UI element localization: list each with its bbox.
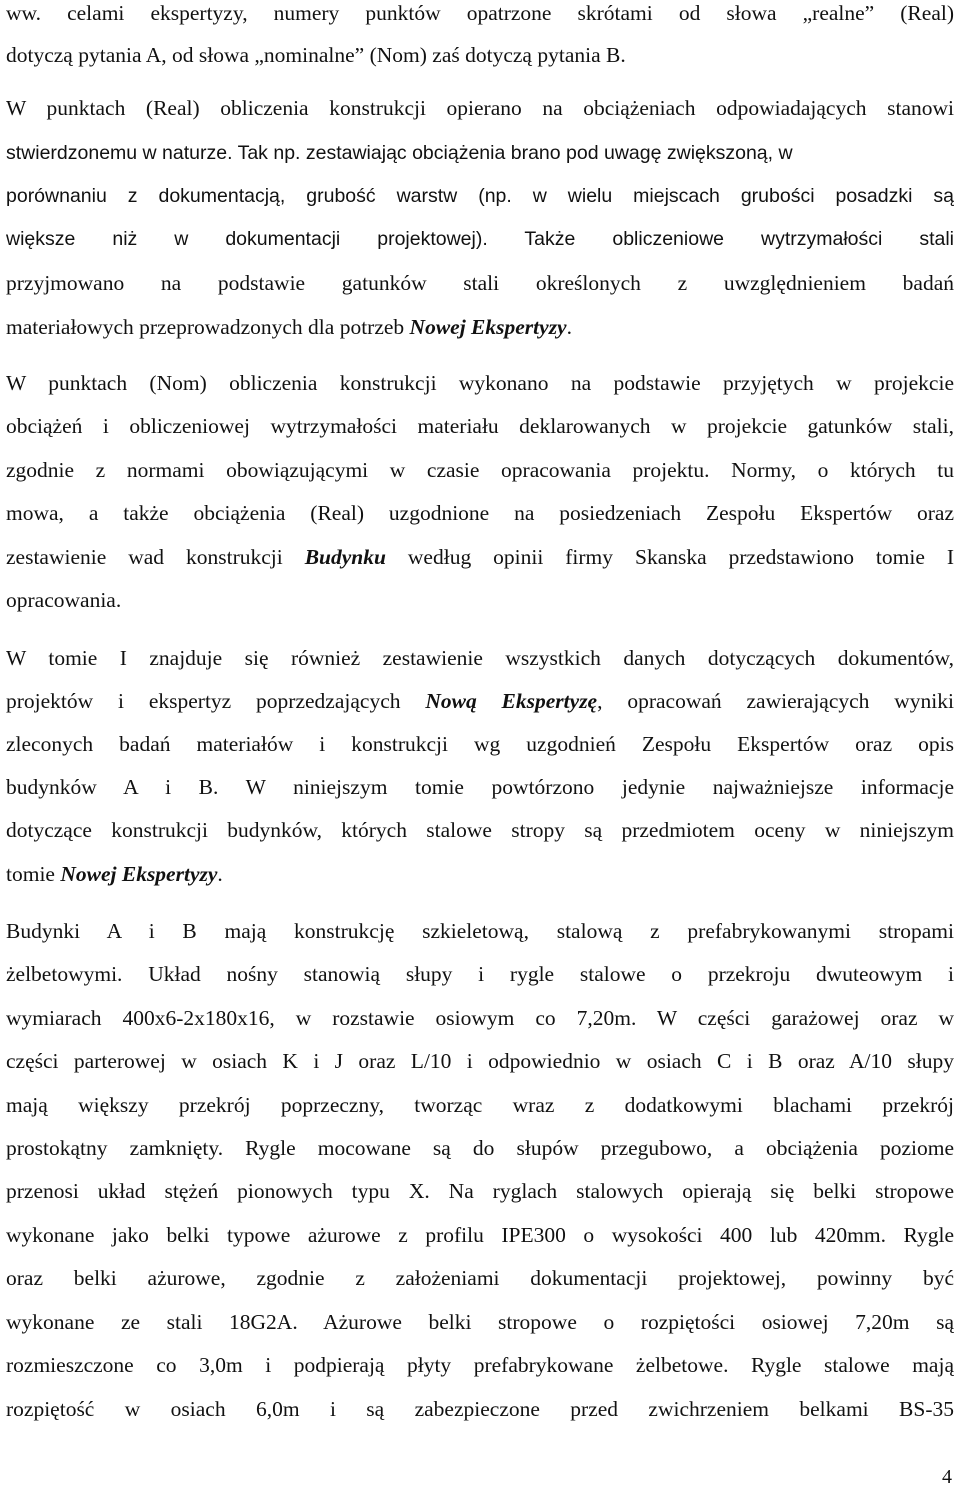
- paragraph-5-line-11: rozmieszczone co 3,0m i podpierają płyty prefabrykowane żelbetowe. Rygle stalowe mają: [6, 1353, 954, 1377]
- paragraph-3-line-1: W punktach (Nom) obliczenia konstrukcji wykonano na podstawie przyjętych w projekcie: [6, 371, 954, 395]
- emphasis-nowej-ekspertyzy-2: Nowej Ekspertyzy: [60, 862, 218, 886]
- paragraph-4-line-4: budynków A i B. W niniejszym tomie powtórzono jedynie najważniejsze informacje: [6, 775, 954, 799]
- paragraph-3-line-4: mowa, a także obciążenia (Real) uzgodnione na posiedzeniach Zespołu Ekspertów oraz: [6, 501, 954, 525]
- paragraph-5-line-1: Budynki A i B mają konstrukcję szkieletową, stalową z prefabrykowanymi stropami: [6, 919, 954, 943]
- paragraph-5-line-6: prostokątny zamknięty. Rygle mocowane są do słupów przegubowo, a obciążenia poziome: [6, 1136, 954, 1160]
- emphasis-budynku: Budynku: [304, 545, 386, 569]
- paragraph-2-line-6: materiałowych przeprowadzonych dla potrzeb Nowej Ekspertyzy.: [6, 315, 572, 339]
- paragraph-5-line-8: wykonane jako belki typowe ażurowe z profilu IPE300 o wysokości 400 lub 420mm. Rygle: [6, 1223, 954, 1247]
- paragraph-3-line-3: zgodnie z normami obowiązującymi w czasie opracowania projektu. Normy, o których tu: [6, 458, 954, 482]
- paragraph-4-line-6: tomie Nowej Ekspertyzy.: [6, 862, 223, 886]
- paragraph-4-line-3: zleconych badań materiałów i konstrukcji wg uzgodnień Zespołu Ekspertów oraz opis: [6, 732, 954, 756]
- paragraph-2-line-4: większe niż w dokumentacji projektowej). Także obliczeniowe wytrzymałości stali: [6, 228, 954, 250]
- emphasis-nowej-ekspertyzy: Nowej Ekspertyzy: [409, 315, 567, 339]
- paragraph-2-line-5: przyjmowano na podstawie gatunków stali określonych z uwzględnieniem badań: [6, 271, 954, 295]
- paragraph-5-line-2: żelbetowymi. Układ nośny stanowią słupy i rygle stalowe o przekroju dwuteowym i: [6, 962, 954, 986]
- paragraph-4-line-1: W tomie I znajduje się również zestawienie wszystkich danych dotyczących dokumentów,: [6, 646, 954, 670]
- paragraph-5-line-5: mają większy przekrój poprzeczny, tworząc wraz z dodatkowymi blachami przekrój: [6, 1093, 954, 1117]
- paragraph-1-line-2: dotyczą pytania A, od słowa „nominalne” (Nom) zaś dotyczą pytania B.: [6, 43, 626, 67]
- paragraph-2-line-1: W punktach (Real) obliczenia konstrukcji opierano na obciążeniach odpowiadających stanowi: [6, 96, 954, 120]
- paragraph-2-line-2: stwierdzonemu w naturze. Tak np. zestawiając obciążenia brano pod uwagę zwiększoną, w: [6, 142, 793, 164]
- paragraph-4-line-2: projektów i ekspertyz poprzedzających Nową Ekspertyzę, opracowań zawierających wyniki: [6, 689, 954, 713]
- paragraph-3-line-2: obciążeń i obliczeniowej wytrzymałości materiału deklarowanych w projekcie gatunków stali,: [6, 414, 954, 438]
- emphasis-nowa-ekspertyza: Nową Ekspertyzę: [425, 689, 598, 713]
- paragraph-3-line-6: opracowania.: [6, 588, 122, 612]
- paragraph-5-line-10: wykonane ze stali 18G2A. Ażurowe belki stropowe o rozpiętości osiowej 7,20m są: [6, 1310, 954, 1334]
- paragraph-1-line-1: ww. celami ekspertyzy, numery punktów opatrzone skrótami od słowa „realne” (Real): [6, 1, 954, 25]
- page-number: 4: [942, 1466, 952, 1488]
- paragraph-5-line-7: przenosi układ stężeń pionowych typu X. Na ryglach stalowych opierają się belki stropowe: [6, 1179, 954, 1203]
- paragraph-5-line-3: wymiarach 400x6-2x180x16, w rozstawie osiowym co 7,20m. W części garażowej oraz w: [6, 1006, 954, 1030]
- paragraph-5-line-9: oraz belki ażurowe, zgodnie z założeniami dokumentacji projektowej, powinny być: [6, 1266, 954, 1290]
- paragraph-4-line-5: dotyczące konstrukcji budynków, których stalowe stropy są przedmiotem oceny w niniejszym: [6, 818, 954, 842]
- paragraph-2-line-3: porównaniu z dokumentacją, grubość warstw (np. w wielu miejscach grubości posadzki są: [6, 185, 954, 207]
- paragraph-3-line-5: zestawienie wad konstrukcji Budynku według opinii firmy Skanska przedstawiono tomie I: [6, 545, 954, 569]
- paragraph-5-line-12: rozpiętość w osiach 6,0m i są zabezpieczone przed zwichrzeniem belkami BS-35: [6, 1397, 954, 1421]
- paragraph-5-line-4: części parterowej w osiach K i J oraz L/10 i odpowiednio w osiach C i B oraz A/10 słupy: [6, 1049, 954, 1073]
